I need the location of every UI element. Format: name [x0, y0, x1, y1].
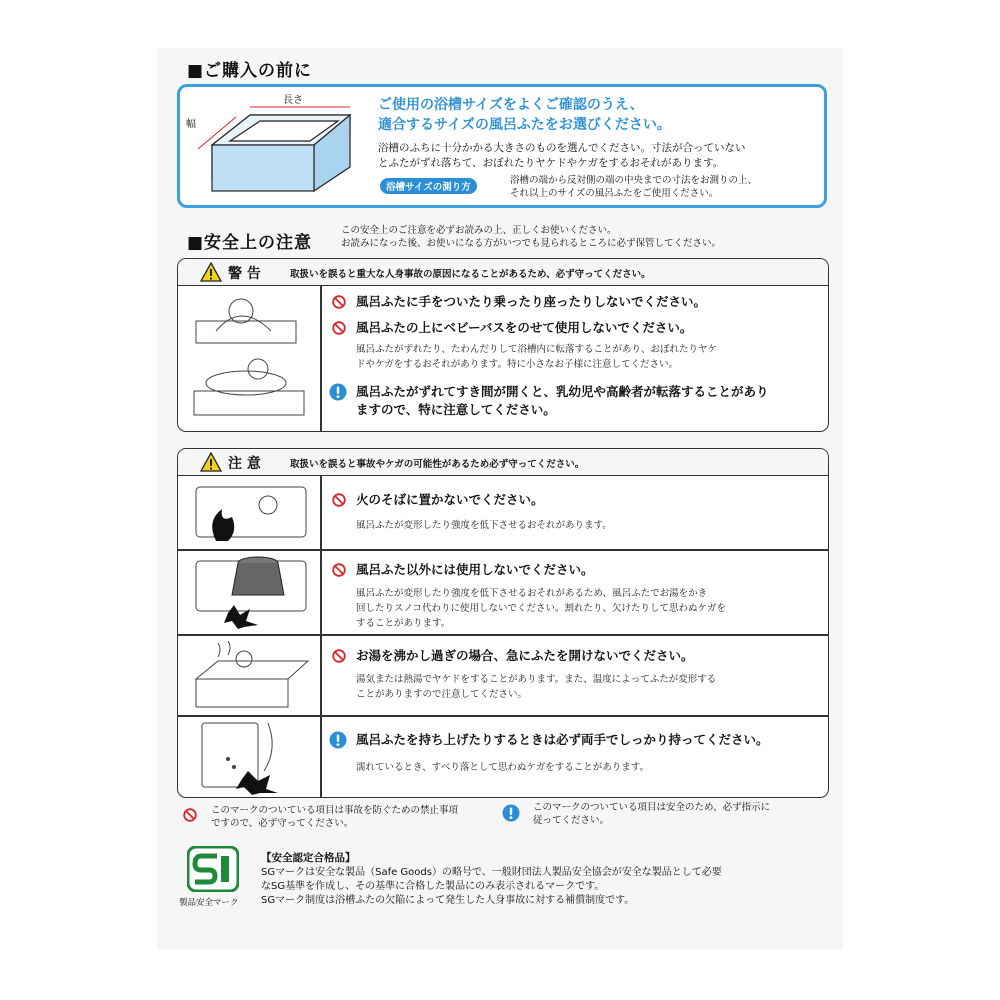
safety-intro-1: この安全上のご注意を必ずお読みの上、正しくお使いください。	[341, 225, 617, 236]
mandatory-icon	[502, 804, 520, 822]
prohibit-icon	[332, 321, 346, 335]
prohibit-icon	[332, 649, 346, 663]
safety-intro-2: お読みになった後、お使いになる方がいつでも見られるところに必ず保管してください。	[341, 238, 722, 249]
legend-prohibit-2: ですので、必ず守ってください。	[211, 818, 354, 829]
warning-desc: 取扱いを誤ると重大な人身事故の原因になることがあるため、必ず守ってください。	[290, 269, 651, 280]
warning-item-2-sub-2: ドやケガをするおそれがあります。特に小さなお子様に注意してください。	[356, 359, 679, 370]
lifting-illustration	[188, 719, 314, 795]
safety-heading: ■安全上の注意	[187, 233, 313, 253]
divider	[320, 475, 322, 797]
warning-title: 警 告	[228, 266, 261, 282]
caution-row-4-sub-1: 濡れているとき、すべり落として思わぬケガをすることがあります。	[356, 762, 649, 773]
stool-illustration	[188, 555, 314, 629]
child-on-lid-illustration	[186, 291, 314, 425]
caution-row-2-sub-1: 風呂ふたが変形したり強度を低下させるおそれがあるため、風呂ふたでお湯をかき	[356, 588, 708, 599]
bathtub-illustration	[190, 93, 360, 203]
caution-row-3-title: お湯を沸かし過ぎの場合、急にふたを開けないでください。	[356, 648, 694, 663]
warning-item-1: 風呂ふたに手をついたり乗ったり座ったりしないでください。	[356, 294, 707, 309]
mandatory-icon	[329, 383, 347, 401]
row-divider	[178, 549, 828, 551]
sg-line-2: なSG基準を作成し、その基準に合格した製品にのみ表示されるマークです。	[261, 881, 605, 892]
width-label: 幅	[186, 119, 196, 130]
caution-row-1-title: 火のそばに置かないでください。	[356, 492, 544, 507]
steam-illustration	[188, 639, 314, 711]
measure-text-2: それ以上のサイズの風呂ふたをご使用ください。	[510, 188, 719, 199]
caution-title: 注 意	[228, 456, 261, 472]
measure-text-1: 浴槽の端から反対側の端の中央までの寸法をお測りの上、	[510, 175, 758, 186]
row-divider	[178, 634, 828, 636]
sg-mark-label: 製品安全マーク	[179, 898, 239, 908]
sg-heading: 【安全認定合格品】	[261, 852, 356, 864]
legend-prohibit-1: このマークのついている項目は事故を防ぐための禁止事項	[211, 805, 459, 816]
divider	[320, 285, 322, 431]
warning-item-3-line-2: ますので、特に注意してください。	[356, 402, 556, 417]
caution-desc: 取扱いを誤ると事故やケガの可能性があるため必ず守ってください。	[290, 459, 585, 470]
fire-illustration	[188, 481, 314, 545]
prohibit-icon	[332, 493, 346, 507]
caution-row-3-sub-2: ことがありますので注意してください。	[356, 689, 528, 700]
purchase-heading: ■ご購入の前に	[187, 61, 313, 81]
legend-mandatory-1: このマークのついている項目は安全のため、必ず指示に	[533, 802, 771, 813]
caution-header	[178, 449, 828, 476]
purchase-box	[177, 84, 827, 208]
warning-item-2-sub-1: 風呂ふたがずれたり、たわんだりして浴槽内に転落することがあり、おぼれたりヤケ	[356, 344, 718, 355]
caution-panel	[177, 448, 829, 798]
sg-line-1: SGマークは安全な製品（Safe Goods）の略号で、一般財団法人製品安全協会が安全な製品として必要	[261, 867, 722, 878]
warning-item-3-line-1: 風呂ふたがずれてすき間が開くと、乳幼児や高齢者が転落することがあり	[356, 384, 769, 399]
caution-row-4-title: 風呂ふたを持ち上げたりするときは必ず両手でしっかり持ってください。	[356, 732, 769, 747]
sg-mark-icon	[187, 846, 239, 892]
purchase-title-1: ご使用の浴槽サイズをよくご確認のうえ、	[378, 97, 644, 113]
caution-row-1-sub-1: 風呂ふたが変形したり強度を低下させるおそれがあります。	[356, 520, 612, 531]
warning-triangle-icon	[200, 262, 222, 282]
row-divider	[178, 715, 828, 717]
sg-line-3: SGマーク制度は浴槽ふたの欠陥によって発生した人身事故に対する補償制度です。	[261, 895, 635, 906]
prohibit-icon	[332, 295, 346, 309]
purchase-title-2: 適合するサイズの風呂ふたをお選びください。	[378, 117, 671, 133]
legend-mandatory-2: 従ってください。	[533, 815, 610, 826]
caution-row-2-title: 風呂ふた以外には使用しないでください。	[356, 562, 594, 577]
purchase-body-2: とふたがずれ落ちて、おぼれたりヤケドやケガをするおそれがあります。	[378, 157, 724, 169]
length-label: 長さ	[283, 95, 303, 106]
purchase-body-1: 浴槽のふちに十分かかる大きさのものを選んでください。寸法が合っていない	[378, 142, 746, 154]
prohibit-icon	[332, 563, 346, 577]
caution-row-3-sub-1: 湯気または熱湯でヤケドをすることがあります。また、温度によってふたが変形する	[356, 674, 717, 685]
warning-triangle-icon	[200, 452, 222, 472]
mandatory-icon	[329, 731, 347, 749]
warning-header	[178, 259, 828, 286]
measure-badge: 浴槽サイズの測り方	[380, 178, 477, 194]
warning-panel	[177, 258, 829, 432]
caution-row-2-sub-2: 回したりスノコ代わりに使用しないでください。割れたり、欠けたりして思わぬケガを	[356, 603, 726, 614]
instruction-sheet	[157, 48, 843, 950]
caution-row-2-sub-3: することがあります。	[356, 618, 451, 629]
prohibit-icon	[183, 808, 197, 822]
warning-item-2: 風呂ふたの上にベビーバスをのせて使用しないでください。	[356, 320, 693, 335]
